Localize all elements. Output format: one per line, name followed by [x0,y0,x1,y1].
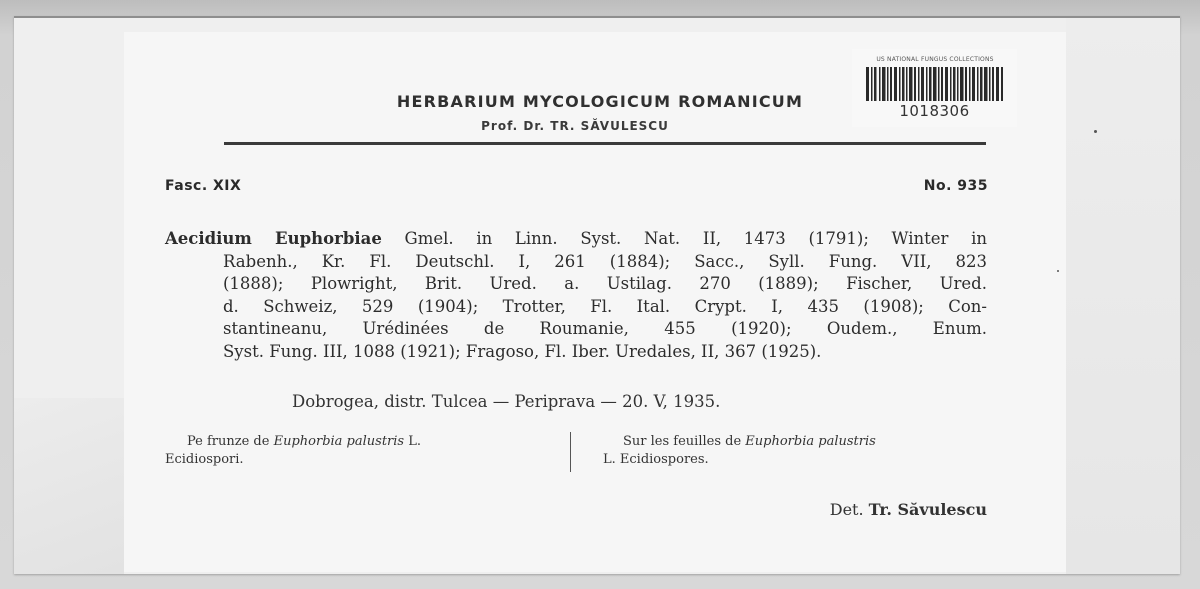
barcode-number: 1018306 [899,102,970,120]
host-french [603,433,993,469]
dust-speck [1057,270,1059,272]
herbarium-title: HERBARIUM MYCOLOGICUM ROMANICUM [396,92,804,111]
determiner-name: Tr. Săvulescu [868,500,987,519]
species-name: Aecidium Euphorbiae [165,229,382,248]
barcode-institution: US NATIONAL FUNGUS COLLECTIONS [876,56,994,63]
spore-stage-romanian: Ecidiospori. [165,452,244,467]
fascicle-label: Fasc. XIX [165,178,242,194]
collection-locality: Dobrogea, distr. Tulcea — Periprava — 20. V, 1935. [292,392,721,411]
citation-line: stantineanu, Urédinées de Roumanie, 455 (1920); Oudem., Enum. [223,319,987,339]
barcode-label [852,49,1017,127]
dust-speck [1094,130,1097,133]
citation-line: Syst. Fung. III, 1088 (1921); Fragoso, Fl. Iber. Uredales, II, 367 (1925). [223,341,822,361]
header-rule [224,142,986,145]
citation-text: Gmel. in Linn. Syst. Nat. II, 1473 (1791); Winter in [404,229,987,248]
host-romanian-line: Pe frunze de Euphorbia palustris L. [187,434,422,449]
citation-line: Rabenh., Kr. Fl. Deutschl. I, 261 (1884); Sacc., Syll. Fung. VII, 823 [223,251,987,271]
citation-line: d. Schweiz, 529 (1904); Trotter, Fl. Ital. Crypt. I, 435 (1908); Con- [223,296,987,316]
host-french-line: Sur les feuilles de Euphorbia palustris [623,434,876,449]
host-romanian [165,433,555,469]
barcode-icon [866,67,1003,101]
column-divider [570,432,571,472]
determiner: Det. Tr. Săvulescu [829,500,987,519]
taxon-citation [165,228,987,364]
herbarium-director: Prof. Dr. TR. SĂVULESCU [481,119,669,133]
citation-line [165,228,987,251]
spore-stage-french: L. Ecidiospores. [603,452,709,467]
packet-fold-left [14,398,124,574]
host-species: Euphorbia palustris [273,434,405,449]
citation-line: (1888); Plowright, Brit. Ured. a. Ustilag. 270 (1889); Fischer, Ured. [223,274,987,294]
exsiccata-number: No. 935 [923,178,988,194]
host-species: Euphorbia palustris [745,434,876,449]
